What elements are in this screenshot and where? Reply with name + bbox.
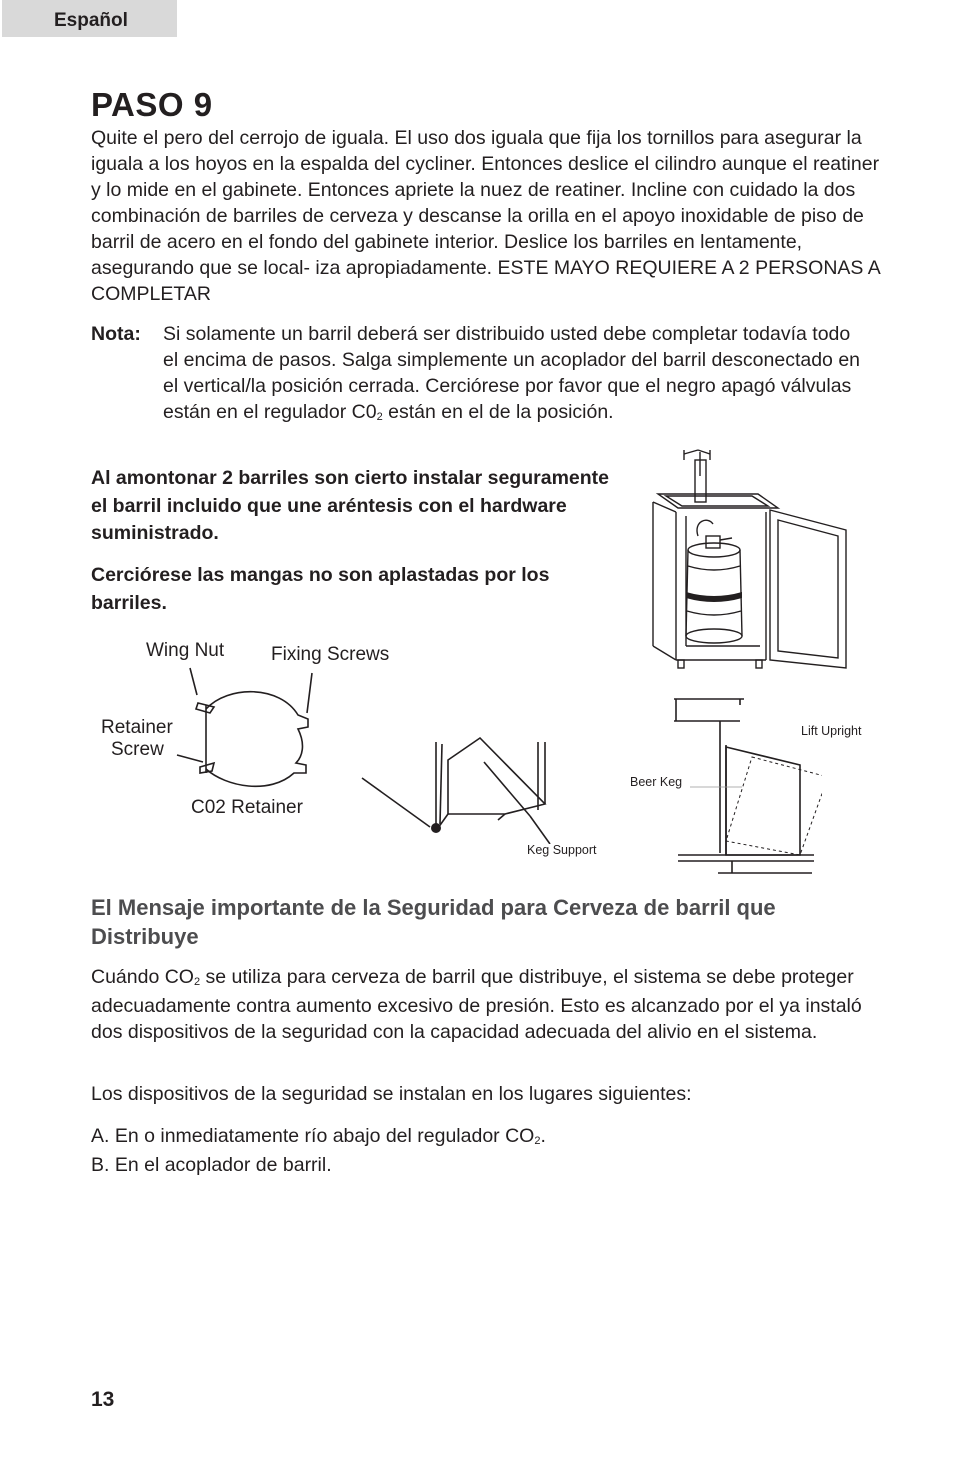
beer-keg-label: Beer Keg (630, 775, 683, 789)
safety-paragraph (91, 964, 881, 1045)
note-block (91, 321, 881, 423)
intro-paragraph: Quite el pero del cerrojo de iguala. El uso dos iguala que fija los tornillos para asegurar la iguala a los hoyos en la espalda del cycliner. Entonces deslice el cilindro aunque el reatiner y lo mide en el gabinete. Entonces apriete la nuez de reatiner. Incline con cuidado la dos combinación de barriles de cerveza y descanse la orilla en el apoyo inoxidable de piso de barril de acero en el fondo del gabinete interior. Deslice los barriles en lentamente, asegurando que se local- iza apropiadamente. ESTE MAYO REQUIERE A 2 PERSONAS A COMPLETAR (91, 127, 880, 305)
safety-locations: Los dispositivos de la seguridad se instalan en los lugares siguientes: (91, 1083, 692, 1105)
safety-item-a-end: . (540, 1125, 546, 1147)
note-label: Nota: (91, 323, 141, 345)
retainer-screw-label-line1: Retainer (101, 717, 173, 738)
sleeves-warning: Cerciórese las mangas no son aplastadas por los barriles. (91, 564, 550, 614)
co2-retainer-label: C02 Retainer (191, 797, 303, 818)
note-text-main: Si solamente un barril deberá ser distribuido usted debe completar todavía todo el encima de pasos. Salga simplemente un acoplador del barril desconectado en el vertical/la posición cerrada. Cerciórese por favor que el negro apagó válvulas están en el regulador C0 (163, 323, 861, 423)
keg-support-illustration (360, 732, 560, 844)
language-tab: Español (2, 0, 177, 37)
lift-upright-illustration (672, 695, 822, 875)
note-text (163, 321, 863, 428)
safety-p1-start: Cuándo CO (91, 966, 194, 988)
safety-item-a-subscript: 2 (534, 1135, 541, 1147)
note-subscript: 2 (376, 411, 383, 423)
fixing-screws-label: Fixing Screws (271, 644, 390, 665)
page-title: PASO 9 (91, 86, 213, 123)
page-number: 13 (91, 1388, 115, 1411)
safety-heading: El Mensaje importante de la Seguridad para Cerveza de barril que Distribuye (91, 895, 776, 949)
safety-p1-end: se utiliza para cerveza de barril que distribuye, el sistema se debe proteger adecuadamente contra aumento excesivo de presión. Esto es alcanzado por el ya instaló dos dispositivos de la seguridad con la capacidad adecuada del alivio en el sistema. (91, 966, 862, 1043)
safety-item-a (91, 1123, 881, 1152)
co2-retainer-illustration (170, 665, 330, 790)
lift-upright-label: Lift Upright (801, 724, 862, 738)
safety-p1-subscript: 2 (193, 976, 201, 988)
note-text-end: están en el de la posición. (382, 401, 614, 423)
safety-item-b: B. En el acoplador de barril. (91, 1154, 332, 1176)
safety-list (91, 1123, 881, 1178)
kegerator-illustration (648, 446, 858, 671)
retainer-screw-label-line2: Screw (111, 739, 164, 760)
safety-item-a-text: A. En o inmediatamente río abajo del regulador CO (91, 1125, 535, 1147)
wing-nut-label: Wing Nut (146, 640, 225, 661)
keg-support-label: Keg Support (527, 843, 597, 857)
stacking-warning: Al amontonar 2 barriles son cierto instalar seguramente el barril incluido que une aréntesis con el hardware suministrado. (91, 467, 609, 544)
